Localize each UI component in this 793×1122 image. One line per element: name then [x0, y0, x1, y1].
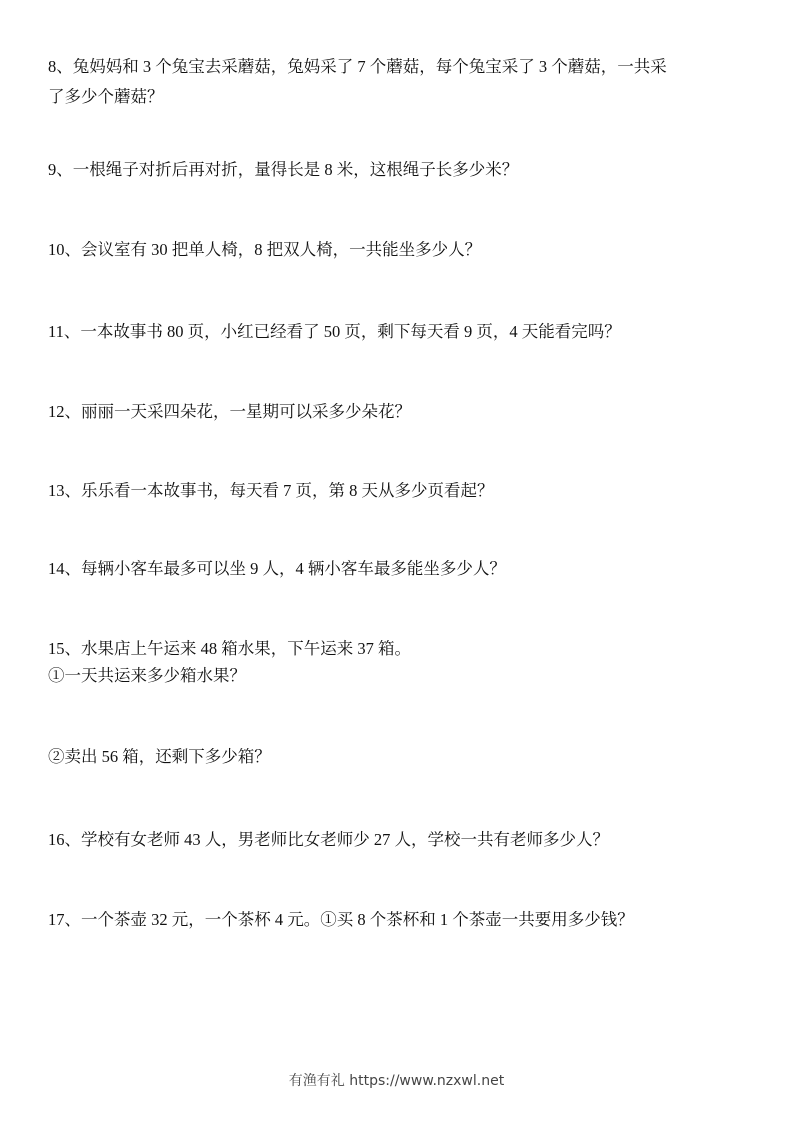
question-17: 17、一个茶壶 32 元，一个茶杯 4 元。①买 8 个茶杯和 1 个茶壶一共要用多少钱？	[48, 910, 634, 929]
question-16: 16、学校有女老师 43 人，男老师比女老师少 27 人，学校一共有老师多少人？	[48, 830, 609, 849]
question-15-line-1: 15、水果店上午运来 48 箱水果，下午运来 37 箱。	[48, 639, 411, 658]
question-15-part-1: ①一天共运来多少箱水果？	[48, 666, 246, 685]
question-14: 14、每辆小客车最多可以坐 9 人，4 辆小客车最多能坐多少人？	[48, 559, 506, 578]
footer-watermark: 有渔有礼 https://www.nzxwl.net	[288, 1073, 505, 1089]
question-15-part-2: ②卖出 56 箱，还剩下多少箱？	[48, 747, 271, 766]
question-8-line-1: 8、兔妈妈和 3 个兔宝去采蘑菇，兔妈采了 7 个蘑菇，每个兔宝采了 3 个蘑菇，一共采	[48, 57, 667, 76]
question-9: 9、一根绳子对折后再对折，量得长是 8 米，这根绳子长多少米？	[48, 160, 519, 179]
question-10: 10、会议室有 30 把单人椅，8 把双人椅，一共能坐多少人？	[48, 240, 482, 259]
question-8-line-2: 了多少个蘑菇？	[48, 87, 164, 106]
question-12: 12、丽丽一天采四朵花，一星期可以采多少朵花？	[48, 402, 411, 421]
question-13: 13、乐乐看一本故事书，每天看 7 页，第 8 天从多少页看起？	[48, 481, 494, 500]
question-11: 11、一本故事书 80 页，小红已经看了 50 页，剩下每天看 9 页，4 天能看完吗？	[48, 322, 621, 341]
